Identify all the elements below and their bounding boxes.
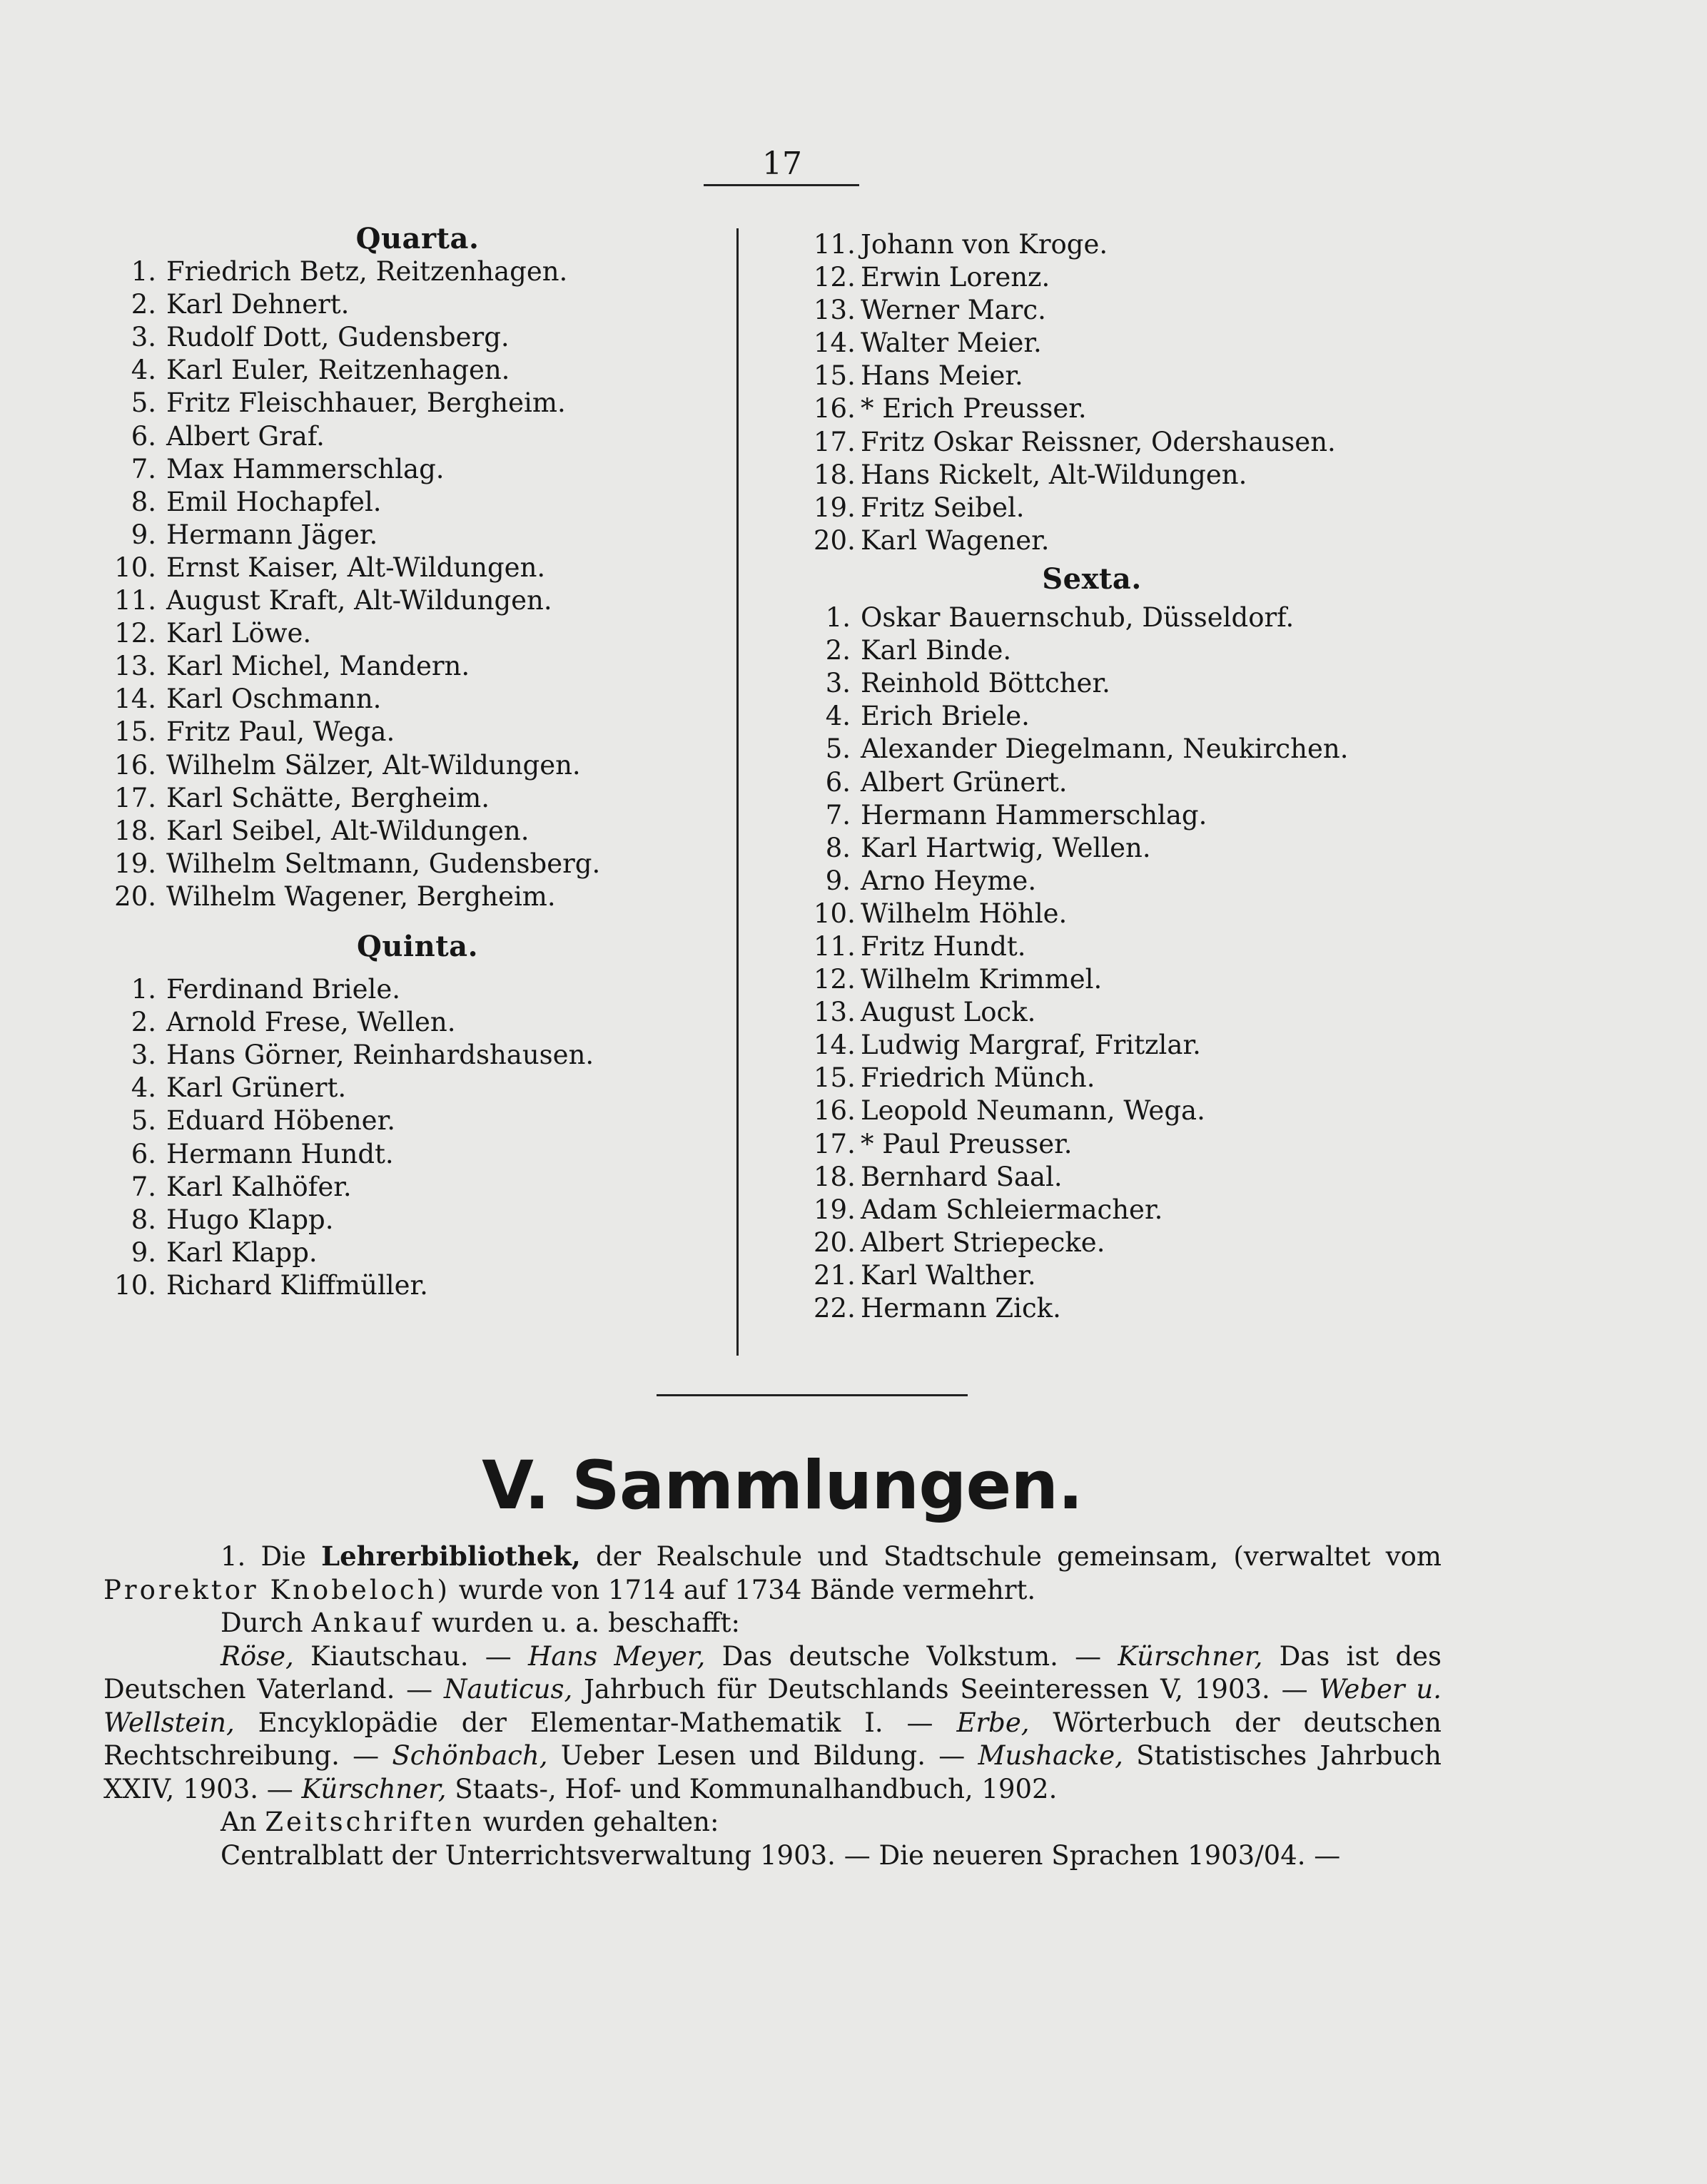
student-name: Albert Grünert. [861, 766, 1068, 798]
student-entry [103, 749, 717, 782]
student-entry [814, 634, 1456, 667]
section-title: V. Sammlungen. [482, 1447, 1083, 1525]
book-author: Nauticus, [443, 1674, 573, 1705]
book-title: Statistisches Jahrbuch XXIV, 1903. — [103, 1740, 1442, 1804]
entry-number: 9. [131, 1236, 156, 1268]
student-name: Karl Klapp. [166, 1236, 318, 1268]
student-entry [814, 1094, 1456, 1127]
entry-number: 14. [114, 684, 156, 715]
entry-number: 13. [814, 295, 856, 326]
entry-number: 7. [825, 799, 851, 831]
entry-number: 18. [114, 815, 156, 846]
student-entry [103, 716, 717, 748]
entry-number: 12. [114, 618, 156, 649]
student-entry [103, 782, 717, 815]
entry-number: 10. [114, 1269, 156, 1301]
student-name: Johann von Kroge. [861, 229, 1108, 260]
section-body [103, 1540, 1442, 1872]
student-entry [814, 1029, 1456, 1062]
class-heading-sexta: Sexta. [1042, 562, 1142, 596]
student-name: * Paul Preusser. [861, 1128, 1073, 1159]
entry-number: 6. [131, 1138, 156, 1169]
entry-number: 11. [814, 229, 856, 260]
entry-number: 4. [131, 355, 156, 386]
student-name: Erich Briele. [861, 701, 1030, 732]
student-entry [814, 492, 1456, 524]
student-name: Wilhelm Höhle. [861, 898, 1068, 929]
student-name: Friedrich Münch. [861, 1062, 1095, 1094]
p1-spaced-term: Prorektor Knobeloch) [103, 1574, 450, 1605]
student-entry [814, 930, 1456, 963]
student-list-quinta [103, 973, 717, 1302]
book-title: Das ist des Deutschen Vaterland. — [103, 1640, 1442, 1705]
entry-number: 4. [131, 1072, 156, 1104]
student-entry [103, 1104, 717, 1137]
entry-number: 15. [814, 360, 856, 392]
student-entry [103, 848, 717, 880]
entry-number: 16. [814, 1095, 856, 1127]
student-name: Karl Grünert. [166, 1072, 347, 1104]
entry-number: 2. [131, 1007, 156, 1038]
student-entry [814, 865, 1456, 898]
entry-number: 2. [825, 635, 851, 666]
student-entry [103, 486, 717, 519]
top-rule [704, 184, 859, 186]
entry-number: 3. [131, 322, 156, 353]
student-entry [814, 228, 1456, 261]
student-entry [103, 1236, 717, 1269]
book-author: Erbe, [956, 1707, 1030, 1738]
paragraph-purchases [103, 1607, 1442, 1640]
student-entry [103, 1006, 717, 1039]
p1-lead: 1. Die [221, 1541, 306, 1572]
student-name: Adam Schleiermacher. [861, 1194, 1163, 1225]
entry-number: 16. [114, 749, 156, 781]
student-entry [814, 1259, 1456, 1292]
entry-number: 5. [131, 1105, 156, 1137]
student-name: Walter Meier. [861, 327, 1042, 359]
student-name: Hermann Hammerschlag. [861, 799, 1207, 831]
section-rule [657, 1394, 968, 1396]
student-name: Alexander Diegelmann, Neukirchen. [861, 733, 1349, 765]
p4-spaced-term: Zeitschriften [265, 1807, 475, 1837]
book-author: Weber u. Wellstein, [103, 1674, 1442, 1738]
entry-number: 11. [814, 930, 856, 962]
student-entry [103, 617, 717, 650]
student-entry [814, 1292, 1456, 1325]
entry-number: 10. [114, 552, 156, 583]
student-name: Fritz Paul, Wega. [166, 716, 395, 748]
student-entry [814, 1062, 1456, 1094]
student-name: Ludwig Margraf, Fritzlar. [861, 1030, 1201, 1061]
student-entry [103, 1171, 717, 1204]
student-name: August Lock. [861, 997, 1036, 1028]
p4-text: An [221, 1807, 257, 1837]
book-author: Mushacke, [978, 1740, 1123, 1771]
student-name: Hans Rickelt, Alt-Wildungen. [861, 459, 1247, 490]
p2-text: Durch [221, 1607, 303, 1638]
student-entry [103, 288, 717, 321]
student-entry [103, 387, 717, 420]
entry-number: 1. [131, 256, 156, 288]
student-entry [814, 766, 1456, 799]
student-entry [103, 420, 717, 453]
entry-number: 22. [814, 1293, 856, 1324]
p2-spaced-term: Ankauf [311, 1607, 424, 1638]
entry-number: 9. [131, 519, 156, 550]
student-name: Karl Wagener. [861, 524, 1050, 556]
entry-number: 15. [114, 716, 156, 748]
student-entry [814, 524, 1456, 557]
entry-number: 5. [131, 387, 156, 419]
p4-text-end: wurden gehalten: [482, 1807, 719, 1837]
book-author: Schönbach, [392, 1740, 548, 1771]
student-entry [814, 898, 1456, 930]
student-name: Karl Binde. [861, 635, 1012, 666]
entry-number: 17. [114, 782, 156, 813]
student-entry [103, 683, 717, 716]
student-entry [814, 1161, 1456, 1194]
paragraph-teacher-library [103, 1540, 1442, 1607]
book-author: Kürschner, [1118, 1640, 1263, 1672]
entry-number: 14. [814, 1030, 856, 1061]
entry-number: 20. [814, 524, 856, 556]
entry-number: 1. [131, 974, 156, 1005]
entry-number: 6. [825, 766, 851, 798]
student-name: Arnold Frese, Wellen. [166, 1007, 456, 1038]
entry-number: 18. [814, 1161, 856, 1192]
entry-number: 19. [114, 848, 156, 879]
book-author: Kürschner, [301, 1773, 447, 1804]
entry-number: 13. [114, 651, 156, 682]
entry-number: 16. [814, 393, 856, 425]
class-heading-quarta: Quarta. [355, 222, 480, 255]
student-name: * Erich Preusser. [861, 393, 1087, 425]
student-name: Oskar Bauernschub, Düsseldorf. [861, 602, 1295, 634]
student-name: Wilhelm Seltmann, Gudensberg. [166, 848, 601, 879]
paragraph-periodical-list: Centralblatt der Unterrichtsverwaltung 1903. — Die neueren Sprachen 1903/04. — [221, 1839, 1341, 1871]
student-name: August Kraft, Alt-Wildungen. [166, 585, 552, 616]
student-entry [103, 552, 717, 584]
entry-number: 17. [814, 1128, 856, 1159]
entry-number: 18. [814, 459, 856, 490]
student-name: Ernst Kaiser, Alt-Wildungen. [166, 552, 546, 583]
entry-number: 8. [131, 1204, 156, 1235]
student-entry [103, 519, 717, 552]
student-entry [814, 700, 1456, 733]
student-name: Bernhard Saal. [861, 1161, 1063, 1192]
student-list-sexta [814, 601, 1456, 1325]
entry-number: 20. [814, 1226, 856, 1258]
student-entry [814, 1226, 1456, 1259]
entry-number: 13. [814, 997, 856, 1028]
entry-number: 7. [131, 1171, 156, 1202]
entry-number: 8. [131, 486, 156, 517]
student-name: Hermann Zick. [861, 1293, 1061, 1324]
entry-number: 17. [814, 426, 856, 457]
student-name: Arno Heyme. [861, 865, 1037, 896]
student-entry [814, 261, 1456, 294]
student-name: Karl Seibel, Alt-Wildungen. [166, 815, 530, 846]
column-divider [736, 228, 739, 1356]
student-entry [103, 321, 717, 354]
student-entry [814, 799, 1456, 832]
student-name: Wilhelm Krimmel. [861, 964, 1103, 995]
student-entry [814, 963, 1456, 996]
student-name: Wilhelm Wagener, Bergheim. [166, 880, 556, 912]
student-entry [103, 1204, 717, 1236]
student-entry [814, 459, 1456, 492]
right-column [814, 228, 1456, 1325]
student-name: Karl Schätte, Bergheim. [166, 782, 490, 813]
student-entry [814, 832, 1456, 865]
student-entry [103, 1138, 717, 1171]
entry-number: 3. [131, 1040, 156, 1071]
student-list-quinta-continued [814, 228, 1456, 557]
book-title: Jahrbuch für Deutschlands Seeinteressen V, 1903. — [584, 1674, 1308, 1705]
student-entry [814, 601, 1456, 634]
student-entry [103, 650, 717, 683]
class-heading-quinta: Quinta. [356, 929, 479, 963]
entry-number: 1. [825, 602, 851, 634]
student-entry [103, 815, 717, 848]
entry-number: 15. [814, 1062, 856, 1094]
student-entry [814, 1194, 1456, 1226]
page-number: 17 [762, 146, 802, 182]
paragraph-periodicals [103, 1806, 1442, 1839]
student-list-quarta [103, 255, 717, 913]
student-entry [814, 360, 1456, 392]
student-name: Karl Euler, Reitzenhagen. [166, 355, 510, 386]
p2-text-end: wurden u. a. beschafft: [431, 1607, 740, 1638]
student-name: Fritz Seibel. [861, 492, 1025, 523]
book-author: Hans Meyer, [527, 1640, 706, 1672]
student-name: Friedrich Betz, Reitzenhagen. [166, 256, 568, 288]
student-entry [103, 1072, 717, 1104]
student-name: Eduard Höbener. [166, 1105, 395, 1137]
p1-text-end: wurde von 1714 auf 1734 Bände vermehrt. [458, 1574, 1036, 1605]
student-name: Hans Görner, Reinhardshausen. [166, 1040, 594, 1071]
student-name: Fritz Oskar Reissner, Odershausen. [861, 426, 1336, 457]
student-name: Max Hammerschlag. [166, 453, 445, 484]
entry-number: 19. [814, 492, 856, 523]
student-entry [103, 1269, 717, 1302]
student-name: Hugo Klapp. [166, 1204, 334, 1235]
student-entry [103, 584, 717, 617]
student-name: Hans Meier. [861, 360, 1023, 392]
entry-number: 19. [814, 1194, 856, 1225]
student-entry [814, 667, 1456, 700]
student-name: Albert Striepecke. [861, 1226, 1105, 1258]
entry-number: 4. [825, 701, 851, 732]
book-title: Wörterbuch der deutschen Rechtschreibung. — [103, 1707, 1442, 1771]
book-title: Staats-, Hof- und Kommunalhandbuch, 1902. [455, 1773, 1058, 1804]
student-name: Hermann Hundt. [166, 1138, 394, 1169]
entry-number: 5. [825, 733, 851, 765]
student-entry [814, 996, 1456, 1029]
book-title: Ueber Lesen und Bildung. — [560, 1740, 966, 1771]
book-title: Encyklopädie der Elementar-Mathematik I. — [258, 1707, 933, 1738]
entry-number: 11. [114, 585, 156, 616]
student-entry [814, 733, 1456, 766]
entry-number: 20. [114, 880, 156, 912]
student-entry [103, 255, 717, 288]
entry-number: 8. [825, 832, 851, 863]
student-entry [103, 453, 717, 486]
student-name: Karl Kalhöfer. [166, 1171, 352, 1202]
entry-number: 10. [814, 898, 856, 929]
student-entry [103, 1039, 717, 1072]
student-name: Leopold Neumann, Wega. [861, 1095, 1205, 1127]
student-name: Fritz Hundt. [861, 930, 1026, 962]
student-name: Karl Oschmann. [166, 684, 382, 715]
student-entry [814, 327, 1456, 360]
book-author: Röse, [221, 1640, 294, 1672]
p1-text: der Realschule und Stadtschule gemeinsam, (verwaltet vom [595, 1541, 1442, 1572]
entry-number: 3. [825, 668, 851, 699]
entry-number: 14. [814, 327, 856, 359]
student-name: Karl Michel, Mandern. [166, 651, 470, 682]
entry-number: 7. [131, 453, 156, 484]
student-name: Rudolf Dott, Gudensberg. [166, 322, 510, 353]
student-name: Werner Marc. [861, 295, 1046, 326]
student-name: Albert Graf. [166, 420, 325, 452]
book-title: Kiautschau. — [310, 1640, 512, 1672]
student-entry [103, 880, 717, 913]
student-name: Hermann Jäger. [166, 519, 378, 550]
entry-number: 12. [814, 964, 856, 995]
student-name: Karl Hartwig, Wellen. [861, 832, 1151, 863]
student-entry [103, 973, 717, 1006]
entry-number: 12. [814, 262, 856, 293]
student-name: Ferdinand Briele. [166, 974, 401, 1005]
student-name: Fritz Fleischhauer, Bergheim. [166, 387, 566, 419]
student-name: Karl Löwe. [166, 618, 312, 649]
student-name: Erwin Lorenz. [861, 262, 1050, 293]
entry-number: 21. [814, 1259, 856, 1291]
student-entry [814, 426, 1456, 459]
student-name: Karl Dehnert. [166, 289, 350, 320]
student-entry [103, 354, 717, 387]
paragraph-book-list [103, 1640, 1442, 1807]
student-entry [814, 294, 1456, 327]
student-name: Reinhold Böttcher. [861, 668, 1110, 699]
entry-number: 9. [825, 865, 851, 896]
student-name: Karl Walther. [861, 1259, 1036, 1291]
entry-number: 2. [131, 289, 156, 320]
p1-bold-term: Lehrerbibliothek, [321, 1540, 581, 1572]
entry-number: 6. [131, 420, 156, 452]
left-column [103, 223, 717, 1302]
student-name: Wilhelm Sälzer, Alt-Wildungen. [166, 749, 581, 781]
student-entry [814, 1128, 1456, 1161]
student-name: Richard Kliffmüller. [166, 1269, 428, 1301]
book-title: Das deutsche Volkstum. — [721, 1640, 1102, 1672]
student-name: Emil Hochapfel. [166, 486, 382, 517]
student-entry [814, 392, 1456, 425]
